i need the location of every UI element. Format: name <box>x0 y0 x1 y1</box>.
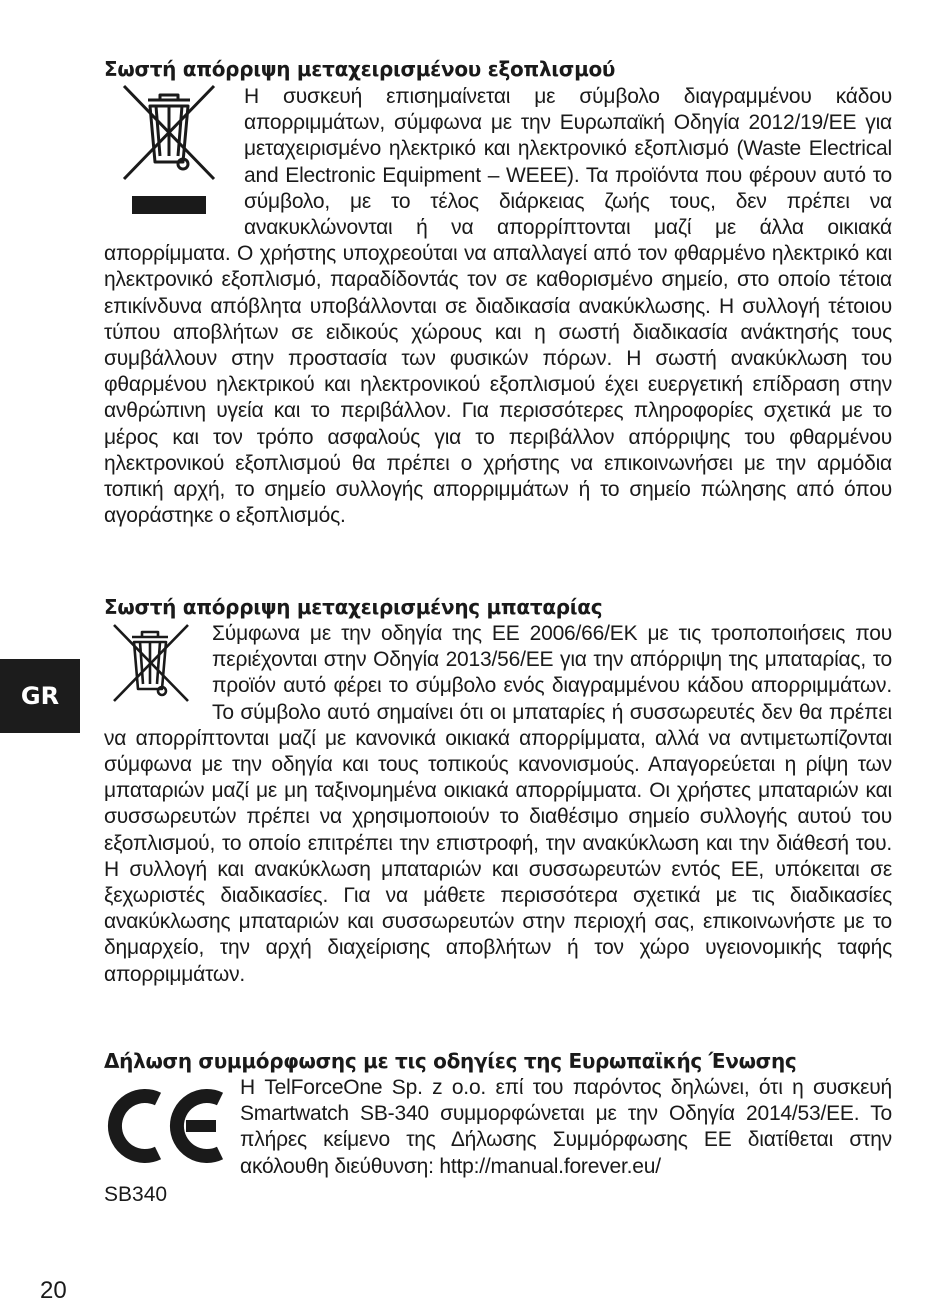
weee-symbol <box>104 84 244 230</box>
weee-text: Η συσκευή επισημαίνεται με σύμβολο διαγραμμένου κάδου απορριμμάτων, σύμφωνα με την Ευρωπαϊκή Οδηγία 2012/19/ΕΕ για μεταχειρισμένο ηλεκτρικό και ηλεκτρονικό εξοπλισμό (Waste Electrical and Electronic Equipment – WEEE). Τα προϊόντα που φέρουν αυτό το σύμβολο, με το τέλος διάρκειας ζωής τους, δεν πρέπει να ανακυκλώνονται ή να απορρίπτονται μαζί με άλλα οικιακά απορρίμματα. Ο χρήστης υποχρεούται να απαλλαγεί από τον φθαρμένο ηλεκτρικό και ηλεκτρονικό εξοπλισμό, παραδίδοντάς τον σε καθορισμένο σημείο, στο οποίο τέτοια επικίνδυνα απόβλητα υποβάλλονται σε διαδικασία ανακύκλωσης. Η συλλογή τέτοιου τύπου αποβλήτων σε ειδικούς χώρους και η σωστή διαδικασία ανάκτησής τους συμβάλλουν στην προστασία των φυσικών πόρων. Η σωστή ανακύκλωση του φθαρμένου ηλεκτρικού και ηλεκτρονικού εξοπλισμού έχει ευεργετική επίδραση στην ανθρώπινη υγεία και το περιβάλλον. Για περισσότερες πληροφορίες σχετικά με το μέρος και τον τρόπο ασφαλούς για το περιβάλλον απόρριψης του φθαρμένου ηλεκτρονικού εξοπλισμού θα πρέπει ο χρήστης να επικοινωνήσει με την αρμόδια τοπική αρχή, το σημείο συλλογής απορριμμάτων ή το σημείο πώλησης από όπου αγοράστηκε ο εξοπλισμός. <box>104 85 892 528</box>
crossed-wheelie-bin-icon <box>104 84 224 222</box>
ce-symbol <box>104 1075 240 1179</box>
page-number: 20 <box>40 1277 67 1304</box>
ce-mark-icon <box>104 1075 228 1173</box>
ce-text: Η TelForceOne Sp. z o.o. επί του παρόντος δηλώνει, ότι η συσκευή Smartwatch SB-340 συμμορφώνεται με την Οδηγία 2014/53/ΕΕ. Το πλήρες κείμενο της Δήλωσης Συμμόρφωσης ΕΕ διατίθεται στην ακόλουθη διεύθυνση: http://manual.forever.eu/ <box>240 1076 892 1178</box>
weee-heading: Σωστή απόρριψη μεταχειρισμένου εξοπλισμού <box>104 57 616 81</box>
ce-paragraph <box>104 1075 892 1180</box>
battery-paragraph <box>104 621 892 988</box>
battery-symbol <box>104 621 212 725</box>
crossed-wheelie-bin-icon <box>104 621 200 711</box>
battery-text: Σύμφωνα με την οδηγία της ΕΕ 2006/66/ΕΚ με τις τροποποιήσεις που περιέχονται στην Οδηγία 2013/56/ΕΕ για την απόρριψη της μπαταρίας, το προϊόν αυτό φέρει το σύμβολο ενός διαγραμμένου κάδου απορριμμάτων. Το σύμβολο αυτό σημαίνει ότι οι μπαταρίες ή συσσωρευτές δεν θα πρέπει να απορρίπτονται μαζί με κανονικά οικιακά απορρίμματα, αλλά να αντιμετωπίζονται σύμφωνα με την οδηγία και τους τοπικούς κανονισμούς. Απαγορεύεται η ρίψη των μπαταριών μαζί με μη ταξινομημένα οικιακά απορρίμματα. Οι χρήστες μπαταριών και συσσωρευτών πρέπει να χρησιμοποιούν το διαθέσιμο σημείο συλλογής αυτού του εξοπλισμού, το οποίο επιτρέπει την επιστροφή, την ανακύκλωση και την διάθεσή του. Η συλλογή και ανακύκλωση μπαταριών και συσσωρευτών εντός ΕΕ, υπόκειται σε ξεχωριστές διαδικασίες. Για να μάθετε περισσότερα σχετικά με τις διαδικασίες ανακύκλωσης μπαταριών και συσσωρευτών στην περιοχή σας, επικοινωνήστε με το δημαρχείο, την αρχή διαχείρισης αποβλήτων ή τον χώρο υγειονομικής ταφής απορριμμάτων. <box>104 622 892 986</box>
ce-heading: Δήλωση συμμόρφωσης με τις οδηγίες της Ευρωπαϊκής Ένωσης <box>104 1049 797 1073</box>
model-code: SB340 <box>104 1183 168 1206</box>
battery-heading: Σωστή απόρριψη μεταχειρισμένης μπαταρίας <box>104 595 603 619</box>
weee-paragraph <box>104 84 892 529</box>
language-tab: GR <box>0 659 80 733</box>
